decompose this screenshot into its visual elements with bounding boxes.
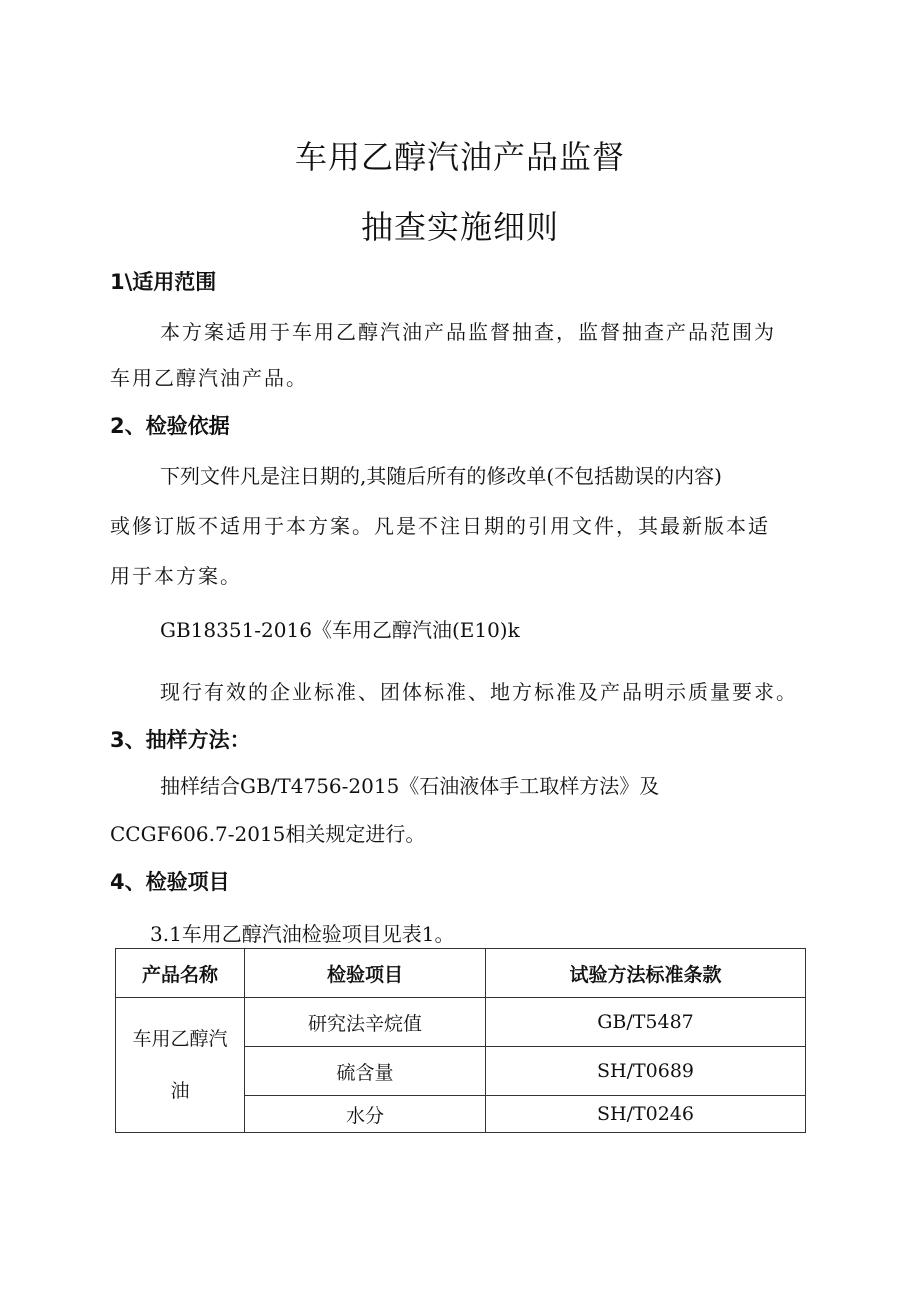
basis-paragraph-line-2: 或修订版不适用于本方案。凡是不注日期的引用文件，其最新版本适 <box>110 514 770 538</box>
scope-paragraph-line-2: 车用乙醇汽油产品。 <box>110 366 308 390</box>
items-intro: 3.1车用乙醇汽油检验项目见表1。 <box>150 922 455 946</box>
section-heading-scope: 1\适用范围 <box>110 270 217 294</box>
item-cell: 研究法辛烷值 <box>245 998 486 1047</box>
scope-paragraph-line-1: 本方案适用于车用乙醇汽油产品监督抽查，监督抽查产品范围为 <box>160 320 776 344</box>
basis-paragraph-line-1: 下列文件凡是注日期的,其随后所有的修改单(不包括勘误的内容) <box>160 464 722 488</box>
header-product-name: 产品名称 <box>116 949 245 998</box>
table-header-row <box>116 949 806 998</box>
table-row <box>116 998 806 1047</box>
section-heading-sampling: 3、抽样方法： <box>110 728 251 752</box>
section-heading-basis: 2、检验依据 <box>110 414 230 438</box>
product-name-cell <box>116 998 245 1133</box>
item-cell: 硫含量 <box>245 1047 486 1096</box>
header-inspection-item: 检验项目 <box>245 949 486 998</box>
basis-paragraph-line-3: 用于本方案。 <box>110 564 242 588</box>
method-cell: SH/T0689 <box>486 1047 806 1096</box>
document-title-line-2: 抽查实施细则 <box>360 208 559 246</box>
basis-paragraph-other-standards: 现行有效的企业标准、团体标准、地方标准及产品明示质量要求。 <box>160 680 798 704</box>
method-cell: SH/T0246 <box>486 1096 806 1133</box>
inspection-items-table <box>115 948 806 1133</box>
basis-standard-reference: GB18351-2016《车用乙醇汽油(E10)k <box>160 618 520 642</box>
sampling-paragraph-line-1: 抽样结合GB/T4756-2015《石油液体手工取样方法》及 <box>160 774 660 798</box>
document-title-line-1: 车用乙醇汽油产品监督 <box>294 138 625 176</box>
method-cell: GB/T5487 <box>486 998 806 1047</box>
section-heading-items: 4、检验项目 <box>110 870 230 894</box>
product-name: 车用乙醇汽油 <box>132 1028 228 1102</box>
header-test-method: 试验方法标准条款 <box>486 949 806 998</box>
sampling-paragraph-line-2: CCGF606.7-2015相关规定进行。 <box>110 822 426 846</box>
item-cell: 水分 <box>245 1096 486 1133</box>
